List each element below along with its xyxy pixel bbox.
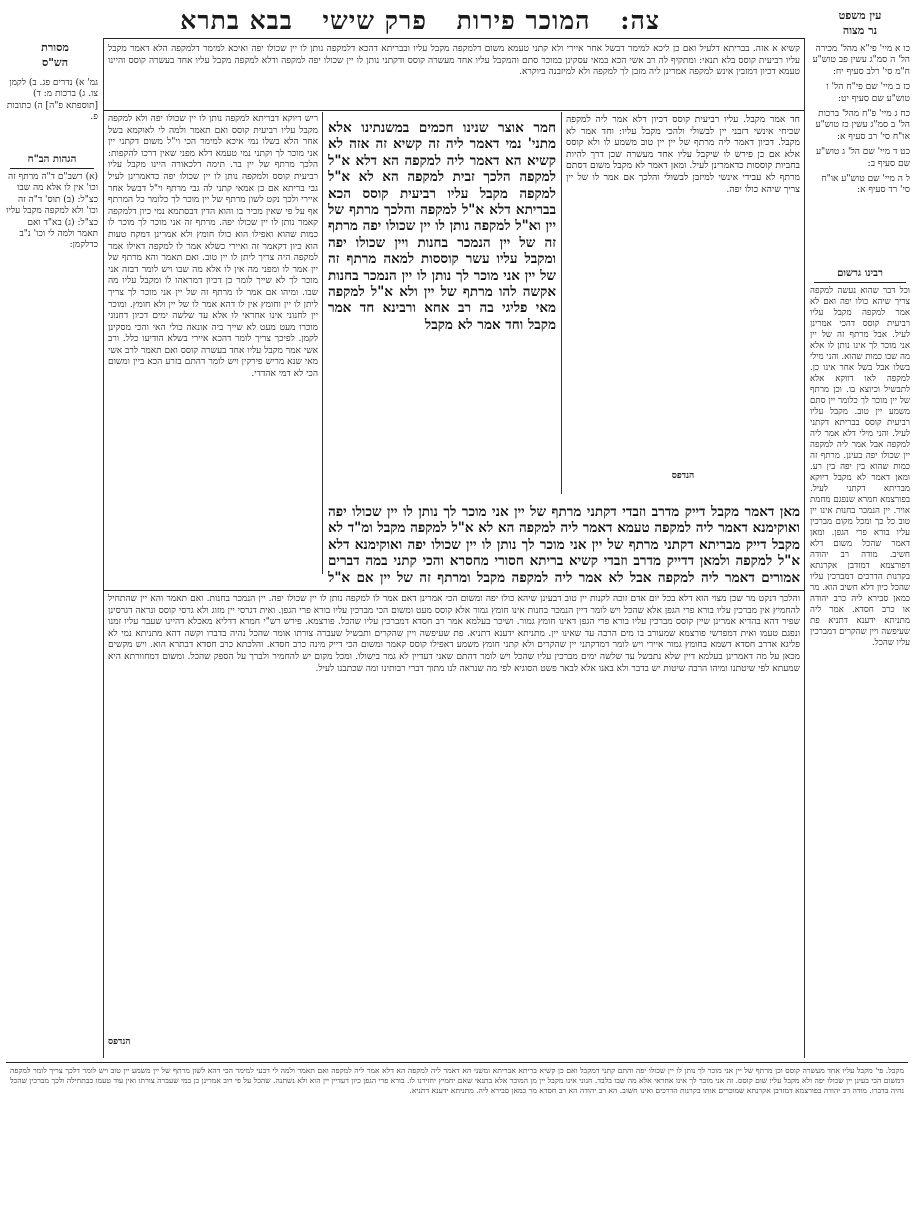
ein-mishpat-entry: כח ג מיי' פ"ח מהל' ברכות הל' ב סמ"ג עשין כז טוש"ע או"ח סי' רב סעיף א: — [815, 109, 910, 142]
ein-mishpat-entry: כז ב מיי' שם פי"ח הל' ו טוש"ע שם סעיף יט: — [826, 82, 910, 104]
page-number: צה: — [620, 6, 660, 35]
tosafot-column: ריש דיוקא דבריתא למקפה נותן לו יין שכולו יפה ולא למקפה מקבל עליו רביעית קוסס ואם תאמר ולמה לי לאוקמא בשל אחר הלא בשלו נמי איכא למימר הכי וי"ל משום דקתני יין אני מוכר לך וקתני נמי טעמא דלא מפני שאין דרכו להקפות: הלכך מרתף של יין בר. תימה דלכאורה היינו מקבל עליו רביעית קוסס ולמקפה נותן לו יין שכולו יפה כדאמרינן לעיל גבי בריתא אם כן אמאי קתני לה גבי מרתף וי"ל דבשל אחר איירי ולכך נקט לשון מרתף של יין מוכר לך כלומר כל המרתף אף על פי שאין מכיר בו והוא הדין דבסתמא נמי כיון דלמקפה קאמר נותן לו יין שכולו יפה. מרתף זה אני מוכר לך מוכר לו כמות שהוא ואפילו הוא כולו חומץ ולא אמרינן דמקח טעות הוא כיון דקאמר זה ואיירי כשלא אמר לו למקפה דאילו אמר למקפה היה צריך ליתן לו יין טוב. ואם תאמר והא מרתף של יין אמר לו ומפני מה אין לו אלא מה שבו ויש לומר דבזה אני מוכר לך לא שייך לומר כן דכיון דמראהו לו ומקבל עליו מה שבו. ומיהו אם אמר לו מרתף זה של יין אני מוכר לך צריך ליתן לו יין וחומץ אין לו דהא אמר לו של יין ולא חומץ. ומוכר יין לחנוני אינו אחראי לו אלא עד שלשה ימים דכיון דחנוני מוכרו מעט מעט לא שייך ביה אונאה כולי האי והכי מסקינן לקמן. לפיכך צריך לומר דהכא איירי בשלא הודיעו כלל. ורב אשי אמר מקבל עליו אחד בעשרה קוסס ואם תאמר לרב אשי מאי שנא מריש פירקין ויש לומר דהתם בזרע הכא ביין ומשום הכי לא דמי אהדדי. — [108, 114, 318, 380]
tosafot-top: קשיא א אזה. בבריתא דלעיל ואם כן ליכא למימר דבשל אחר איירי ולא קתני טעמא משום דלמקפה מקבל עליו ובבריתא דהכא דלמקפה נותן לו יין שכולו יפה ואיכא למימר דלמקפה הלא דאמר מקבל עליו רביעית קוסס בלא תנאי: ומתקיף לה רב אשי הכא במאי עסקינן במוכר סתם והמקבל עליו אחד מעשרה קוסס ודקתני נותן לו יין שכולו יפה למקפה ודלא למקפה מקבל עליו אחד בעשרה קוסס והיינו טעמא דכיון דמזבין אינש למקפה אמרינן ליה מזבן לך למקפה ולא למיזבנה ביוקרא. — [108, 44, 800, 78]
header-rule — [104, 38, 804, 39]
ein-mishpat-entry: כט ד מיי' שם הל' ג טוש"ע שם סעיף ב: — [815, 147, 910, 169]
chapter-title: המוכר פירות — [456, 6, 591, 35]
hagahot-rule — [10, 168, 94, 169]
gemara-center-block: חמר אוצר שנינו חכמים במשנתינו אלא מתני' נמי דאמר ליה זה קשיא זה אזה לא קשיא הא דאמר ליה למקפה הא דלא א"ל למקפה הלכך זבית למקפה הא לא א"ל למקפה מקבל עליו רביעית קוסס הכא בבריתא דלא א"ל למקפה והלכך מרתף של יין וא"ל למקפה נותן לו יין שכולו יפה מרתף זה של יין הנמכר בחנות ויין שכולו יפה ומקבל עליו עשר קוססות למאה מרתף זה של יין אני מוכר לך נותן לו יין הנמכר בחנות אקשה להו מרתף של יין ולא א"ל למקפה מאי פליגי בה רב אחא ורבינא חד אמר מקבל וחד אמר לא מקבל — [328, 120, 556, 333]
rashi-commentary: חד אמר מקבל. עליו רביעית קוסס דכיון דלא אמר ליה למקפה שכיחי אינשי דזבני יין לבשולי ולהכי מקבל עליו: וחד אמר לא מקבל. דכיון דאמר ליה מרתף של יין יין טוב משמע לו ולא קוסס אלא אם כן פירש לו שיקבל עליו אחד מעשרה שכן דרך להיות בחביות קוססות כדאמרינן לעיל. ומאן דאמר לא מקבל משום דסתם מרתף לא עבידי אינשי למיזבן לבשולי והלכך אם אמר לו של יין צריך שיהא כולו יפה. — [566, 114, 800, 195]
tosafot-signoff: הנדפס — [108, 1037, 131, 1047]
hagahot-heading: הגהות הב"ח — [27, 154, 77, 165]
tosafot-divider — [322, 112, 323, 574]
tosafot-bottom: והלכך דנקט מר שכן מצוי הוא דלא בכל יום אדם זוכה לקנות יין טוב דבעינן שיהא כולו יפה ומשום הכי אמרינן דאם אמר לו למקפה נותן לו יין שכולו יפה. יין הנמכר בחנות. ואם תאמר והא יין שהתחיל להחמיץ אין מברכין עליו בורא פרי הגפן אלא שהכל ויש לומר דיין הנמכר בחנות אינו חומץ גמור אלא קוסס מעט ומשום הכי מברכין עליו בורא פרי הגפן. ואית דגרסי יין מזוג ולא גרסי קוסס ונראה דגרסינן שפיר דהא בהדיא אמרינן שיין קוסס מברכין עליו בורא פרי הגפן דאינו חומץ גמור. ושיכר בעלמא אמר רב חסדא דמברכין עליו שהכל. פורצמא. פירש רש"י חמרא דדליא מאכלא דהיינו שעבר עליו זמנו ונפגם טעמו ואית דמפרשי פורצמא שמעורב בו מים הרבה עד שאינו יין. מתניתא ידענא דתניא. פת שעיפשה ויין שהקרים ותבשיל שעברה צורתו אומר שהכל נהיה בדברו וקשה דהא מתניתא נמי לא פליגא אדרב חסדא דשמא בחומץ גמור איירי ויש לומר דמדקתני יין שהקרים ולא קתני חומץ משמע דאפילו קוסס קאמר ומשום הכי דייק מינה כרב חסדא. והלכתא כרב חסדא דבתרא הוא. ויש מקשים מכאן על מה דאמרינן בעלמא דיין שלא נתבשל עד שלשה ימים מברכין עליו שהכל ויש לומר דהתם שאני דעדיין לא גמר בישולו. ומכל מקום יש להחמיר ולברך על הספק שהכל. ומשום דמחוורתא היא שמעתא לפי שיטתנו ומיהו הרבה שיטות יש בדבר ולא באנו אלא לבאר פשט הסוגיא לפי מה שנראה לנו מתוך דברי רבותינו ומה שכתבנו לעיל. — [108, 594, 800, 674]
page-header — [180, 6, 670, 36]
rabbeinu-gershom-text: וכל דבר שהוא נעשה למקפה צריך שיהא כולו יפה ואם לא אמר למקפה מקבל עליו רביעית קוסס דהכי אמרינן לעיל. אבל מרתף זה של יין אני מוכר לך אינו נותן לו אלא מה שבו כמות שהוא. והני מילי בשלו אבל בשל אחר אינו כן. למקפה לאו דווקא אלא לתבשיל וכיוצא בו. וכן מרתף של יין מוכר לך כלומר יין סתם משמע יין טוב. מקבל עליו רביעית קוסס בבריתא דקתני לעיל. והני מילי דלא אמר ליה למקפה אבל אמר ליה למקפה יין שכולו יפה בעינן. מרתף זה כמות שהוא בין יפה בין רע. ומאן דאמר לא מקבל דיוקא מבריתא דקתני לעיל. בפורצמא חמרא שנפגם מחמת אויר. יין הנמכר בחנות אינו יין טוב כל כך ומכל מקום מברכין עליו בורא פרי הגפן. ומאן דאמר שהכל משום דלא חשיב. מודה רב יהודה דפורצמא דמזדבן אקרנתא בקרנות הדרכים דמברכין עליו שהכל כיון דלא חשיב הוא. מר כמאן סבירא ליה כרב יהודה או כרב חסדא. אמר ליה מתניתא ידענא דתניא פת שעיפשה ויין שהקרים דמברכין עליו שהכל. — [810, 286, 910, 648]
ein-mishpat-label: עין משפט נר מצוה — [838, 9, 882, 37]
right-margin-divider — [804, 38, 805, 1058]
chapter-number: פרק שישי — [322, 6, 427, 35]
main-gemara-text: מאן דאמר מקבל דייק מדרב וזבדי דקתני מרתף של יין אני מוכר לך נותן לו יין שכולו יפה ואוקימנא דאמר ליה למקפה טעמא דאמר ליה למקפה הא לא א"ל למקפה מקבל ומ"ד לא מקבל דייק מבריתא דקתני מרתף של יין אני מוכר לך נותן לו יין שכולו יפה ואוקימנא דלא א"ל למקפה ולמאן דדייק מדרב וזבדי קשיא בריתא חסורי מחסרא והכי קתני במה דברים אמורים דאמר ליה למקפה אבל לא אמר ליה למקפה מקבל ומרתף זה של יין אם א"ל — [328, 504, 800, 586]
ein-mishpat-entry: כו א מיי' פי"א מהל' מכירה הל' ה סמ"ג עשין פב טוש"ע ח"מ סי' רלב סעיף יח: — [812, 44, 910, 77]
rashi-signoff: הנדפס — [671, 471, 695, 481]
rg-rule — [814, 282, 906, 283]
rabbeinu-gershom-heading: רבינו גרשום — [837, 268, 883, 279]
top-commentary-rule — [104, 110, 804, 111]
ein-mishpat-entry: ל ה מיי' שם טוש"ע או"ח סי' רד סעיף א: — [821, 174, 910, 196]
footnote-rule — [6, 1062, 908, 1063]
left-margin-divider — [103, 38, 104, 1058]
tosafot-bottom-rule — [104, 590, 804, 591]
masoret-hashas: גמ' א) נדרים פג. ב) לקמן צו. ג) ברכות מ: ד) [תוספתא פ"ה] ה) כתובות פ. — [6, 78, 98, 123]
hagahot-habach: (א) רשב"ם ד"ה מרתף זה וכו' אין לו אלא מה שבו כצ"ל: (ב) תוס' ד"ה זה וכו' ולא למקפה מקבל עליו כצ"ל: (ג) בא"ד ואם תאמר ולמה לי וכו' נ"ב כדלקמן: — [6, 172, 98, 251]
masoret-label: מסורת הש"ס — [41, 41, 69, 69]
footnote-text: מקבל. פי' מקבל עליו אחד מעשרה קוסס וכן מרתף של יין אני מוכר לך נותן לו יין שכולו יפה והתם קתני דמקבל ואם כן קשיא בריתא אבריתא ומשני הא דאמר ליה למקפה הא דלא אמר ליה למקפה ואם תאמר ולמה לי דבעי למימר הכי דהא לשון מרתף של יין משמע יין טוב ויש לומר דלכך צריך לומר למקפה דמשום הכי בעינן יין שכולו יפה ולא מקבל עליו שום קוסס. זה אני מוכר לך אינו אחראי אלא מה שבו בלבד. חנוני אינו מקבל יין מן המוכר אלא בתנאי שאם יחמיץ יחזירנו לו. בורא פרי הגפן כיון דעדיין יין הוא ולא נשתנה. שהכל על פי רוב אמרינן כן במי שעברה צורתו ואין עוד טעמו כבתחילה ולכך מברכין שהכל נהיה בדברו. מודה רב יהודה בפורצמא דמזדבן אקרנתא שמוכרים אותו בקרנות הדרכים ואינו חשוב. הא רב יהודה הא רב חסדא מר כמאן סבירא ליה. מתניתא ידענא דתניא. — [10, 1066, 904, 1096]
rashi-divider — [561, 112, 562, 494]
ein-mishpat-column — [810, 44, 910, 264]
tractate-name: בבא בתרא — [180, 6, 293, 35]
